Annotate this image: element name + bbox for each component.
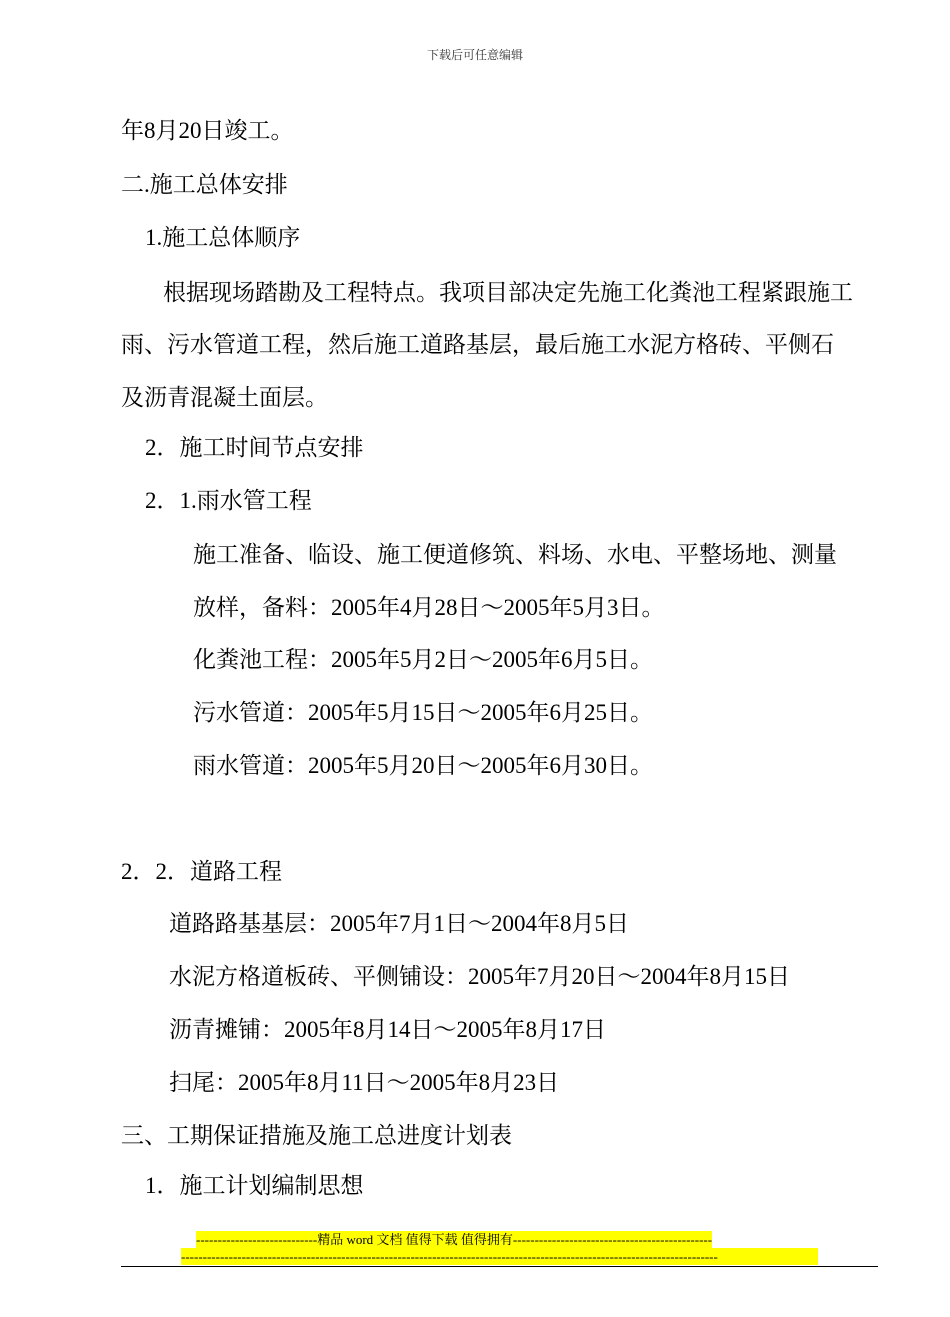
subsection-heading: 2．施工时间节点安排 xyxy=(145,435,364,460)
paragraph-line: 雨、污水管道工程，然后施工道路基层，最后施工水泥方格砖、平侧石 xyxy=(121,332,834,357)
section-heading: 三、工期保证措施及施工总进度计划表 xyxy=(121,1123,512,1148)
subsection-heading: 1.施工总体顺序 xyxy=(145,225,301,250)
text-line: 年8月20日竣工。 xyxy=(121,118,294,143)
schedule-item: 化粪池工程：2005年5月2日～2005年6月5日。 xyxy=(193,647,653,672)
page-header-note: 下载后可任意编辑 xyxy=(426,48,523,62)
schedule-item: 污水管道：2005年5月15日～2005年6月25日。 xyxy=(193,700,653,725)
schedule-item: 施工准备、临设、施工便道修筑、料场、水电、平整场地、测量 xyxy=(193,542,837,567)
schedule-item: 扫尾：2005年8月11日～2005年8月23日 xyxy=(169,1070,560,1095)
schedule-item: 放样，备料：2005年4月28日～2005年5月3日。 xyxy=(193,595,665,620)
footer-banner-bottom: ---------------------------------------------------------------------------------------------------------------------------- xyxy=(181,1248,818,1265)
schedule-item: 水泥方格道板砖、平侧铺设：2005年7月20日～2004年8月15日 xyxy=(169,964,790,989)
footer-banner-top: ----------------------------精品 word 文档 值得下载 值得拥有---------------------------------------------- xyxy=(196,1232,713,1247)
paragraph-line: 根据现场踏勘及工程特点。我项目部决定先施工化粪池工程紧跟施工 xyxy=(163,280,853,305)
paragraph-line: 及沥青混凝土面层。 xyxy=(121,385,328,410)
schedule-item: 道路路基基层：2005年7月1日～2004年8月5日 xyxy=(169,911,629,936)
subsection-heading: 1．施工计划编制思想 xyxy=(145,1173,364,1198)
footer-divider xyxy=(121,1266,878,1267)
section-heading: 二.施工总体安排 xyxy=(121,172,288,197)
subsection-heading: 2．1.雨水管工程 xyxy=(145,488,312,513)
schedule-item: 雨水管道：2005年5月20日～2005年6月30日。 xyxy=(193,753,653,778)
schedule-item: 沥青摊铺：2005年8月14日～2005年8月17日 xyxy=(169,1017,606,1042)
subsection-heading: 2．2．道路工程 xyxy=(121,859,282,884)
